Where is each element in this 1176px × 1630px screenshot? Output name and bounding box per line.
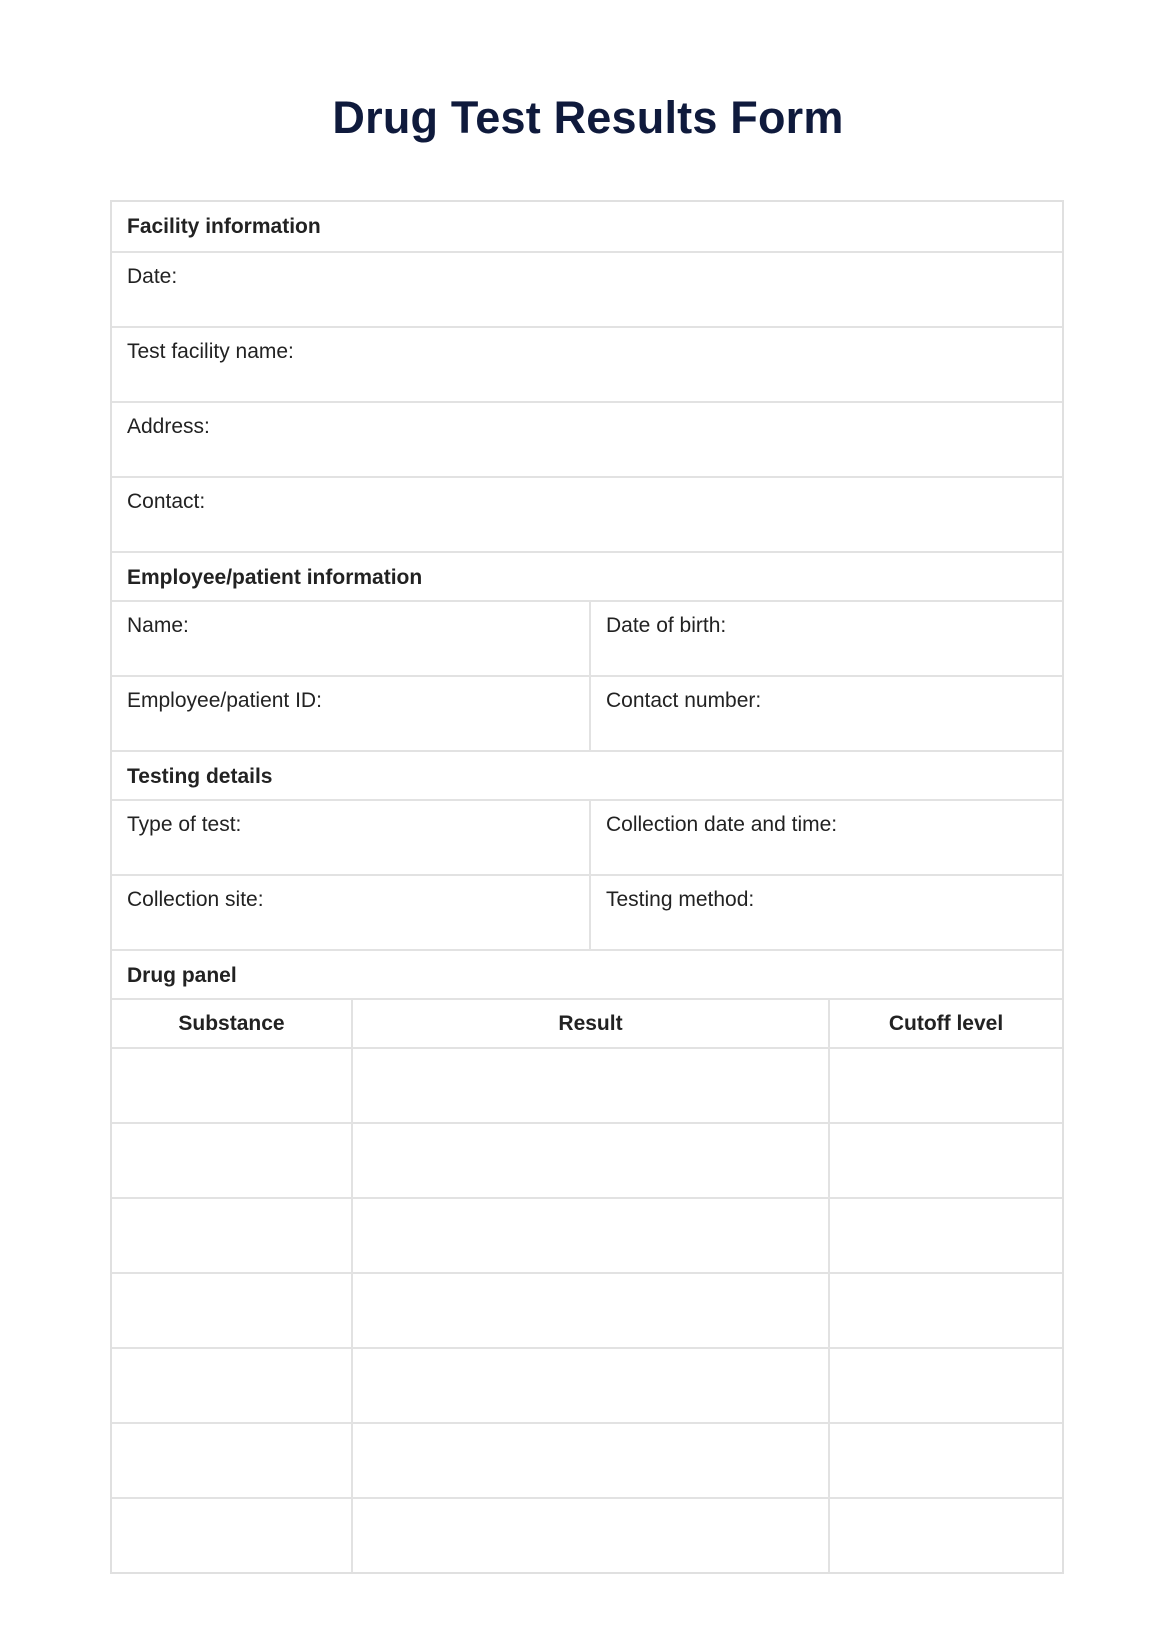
employee-row-2 bbox=[112, 675, 1062, 750]
field-type-of-test[interactable]: Type of test: bbox=[127, 813, 242, 836]
cell-substance[interactable] bbox=[112, 1424, 351, 1497]
cell-cutoff-level[interactable] bbox=[828, 1199, 1062, 1272]
cell-substance[interactable] bbox=[112, 1049, 351, 1122]
field-date[interactable] bbox=[112, 251, 1062, 326]
cell-cutoff-level[interactable] bbox=[828, 1349, 1062, 1422]
column-header-substance: Substance bbox=[178, 1011, 285, 1035]
field-collection-site[interactable]: Collection site: bbox=[127, 888, 264, 911]
field-label-contact: Contact: bbox=[127, 490, 206, 513]
cell-cutoff-level[interactable] bbox=[828, 1424, 1062, 1497]
field-label-test-facility-name: Test facility name: bbox=[127, 340, 294, 363]
cell-result[interactable] bbox=[351, 1124, 828, 1197]
testing-row-2 bbox=[112, 874, 1062, 949]
section-header-testing: Testing details bbox=[112, 750, 1062, 799]
table-row bbox=[112, 1047, 1062, 1122]
field-address[interactable] bbox=[112, 401, 1062, 476]
field-label-address: Address: bbox=[127, 415, 210, 438]
drug-panel-header-row bbox=[112, 998, 1062, 1047]
cell-substance[interactable] bbox=[112, 1124, 351, 1197]
field-contact[interactable] bbox=[112, 476, 1062, 551]
field-collection-date-time[interactable]: Collection date and time: bbox=[589, 801, 1062, 874]
cell-result[interactable] bbox=[351, 1049, 828, 1122]
column-header-cutoff-level: Cutoff level bbox=[828, 1000, 1062, 1047]
table-row bbox=[112, 1497, 1062, 1572]
cell-substance[interactable] bbox=[112, 1349, 351, 1422]
cell-cutoff-level[interactable] bbox=[828, 1124, 1062, 1197]
cell-substance[interactable] bbox=[112, 1499, 351, 1572]
cell-substance[interactable] bbox=[112, 1199, 351, 1272]
field-employee-patient-id[interactable]: Employee/patient ID: bbox=[127, 689, 322, 712]
page-title: Drug Test Results Form bbox=[332, 92, 844, 143]
section-header-employee: Employee/patient information bbox=[112, 551, 1062, 600]
table-row bbox=[112, 1122, 1062, 1197]
cell-result[interactable] bbox=[351, 1274, 828, 1347]
field-name[interactable]: Name: bbox=[127, 614, 189, 637]
cell-result[interactable] bbox=[351, 1199, 828, 1272]
field-testing-method[interactable]: Testing method: bbox=[589, 876, 1062, 949]
cell-result[interactable] bbox=[351, 1424, 828, 1497]
table-row bbox=[112, 1197, 1062, 1272]
cell-cutoff-level[interactable] bbox=[828, 1274, 1062, 1347]
table-row bbox=[112, 1347, 1062, 1422]
cell-result[interactable] bbox=[351, 1349, 828, 1422]
section-header-drug-panel: Drug panel bbox=[112, 949, 1062, 998]
testing-row-1 bbox=[112, 799, 1062, 874]
field-contact-number[interactable]: Contact number: bbox=[589, 677, 1062, 750]
drug-test-form bbox=[110, 200, 1064, 1574]
field-date-of-birth[interactable]: Date of birth: bbox=[589, 602, 1062, 675]
employee-row-1 bbox=[112, 600, 1062, 675]
field-test-facility-name[interactable] bbox=[112, 326, 1062, 401]
table-row bbox=[112, 1272, 1062, 1347]
section-header-facility: Facility information bbox=[127, 215, 321, 238]
table-row bbox=[112, 1422, 1062, 1497]
cell-cutoff-level[interactable] bbox=[828, 1049, 1062, 1122]
column-header-result: Result bbox=[351, 1000, 828, 1047]
cell-cutoff-level[interactable] bbox=[828, 1499, 1062, 1572]
field-label-date: Date: bbox=[127, 265, 178, 288]
cell-result[interactable] bbox=[351, 1499, 828, 1572]
cell-substance[interactable] bbox=[112, 1274, 351, 1347]
